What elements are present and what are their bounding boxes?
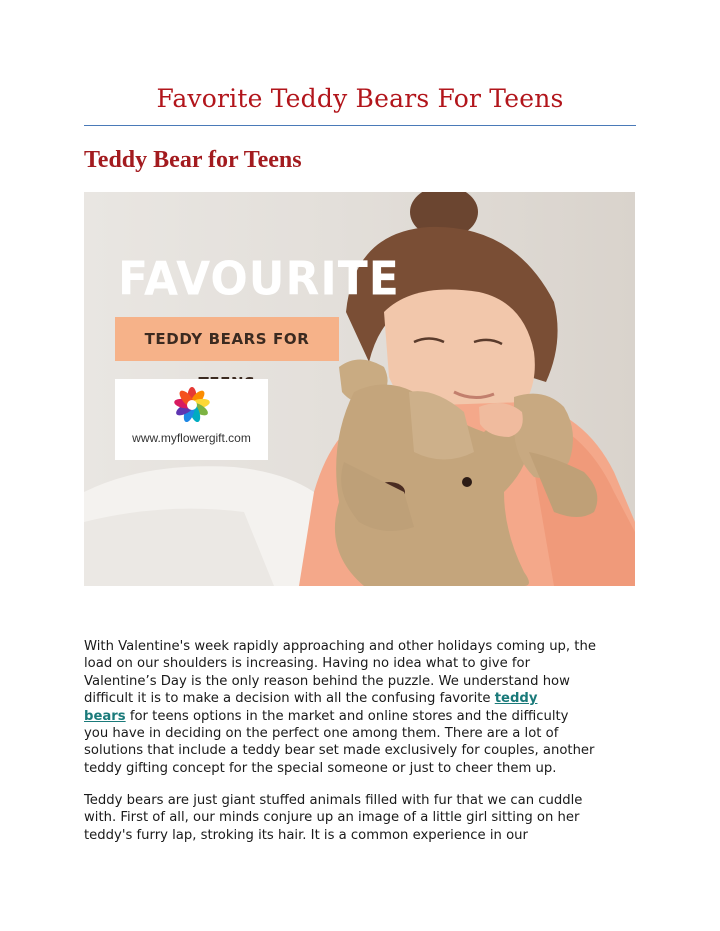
banner-title: FAVOURITE bbox=[118, 252, 400, 307]
paragraph-line bbox=[84, 690, 639, 707]
paragraph-text: difficult it is to make a decision with all the confusing favorite bbox=[84, 691, 495, 707]
title-divider bbox=[84, 125, 636, 126]
paragraph-text: for teens options in the market and online stores and the difficulty bbox=[125, 708, 569, 724]
paragraph-line: load on our shoulders is increasing. Having no idea what to give for bbox=[84, 656, 531, 672]
paragraph-line bbox=[84, 708, 639, 725]
hero-image bbox=[84, 192, 635, 586]
paragraph-line: with. First of all, our minds conjure up an image of a little girl sitting on her bbox=[84, 810, 580, 826]
paragraph-line: With Valentine's week rapidly approaching and other holidays coming up, the bbox=[84, 639, 596, 654]
paragraph-line: solutions that include a teddy bear set made exclusively for couples, another bbox=[84, 743, 595, 759]
paragraph-line: Valentine’s Day is the only reason behind the puzzle. We understand how bbox=[84, 673, 570, 689]
paragraph-line: teddy gifting concept for the special someone or just to cheer them up. bbox=[84, 760, 557, 776]
paragraph-2 bbox=[84, 792, 639, 844]
flower-logo-icon bbox=[174, 387, 210, 425]
paragraph-line: you have in deciding on the perfect one among them. There are a lot of bbox=[84, 726, 559, 742]
document-title: Favorite Teddy Bears For Teens bbox=[156, 84, 564, 113]
teddy-bears-link-continued[interactable]: bears bbox=[84, 708, 126, 724]
paragraph-line: Teddy bears are just giant stuffed animals filled with fur that we can cuddle bbox=[84, 793, 583, 808]
paragraph-line: teddy's furry lap, stroking its hair. It is a common experience in our bbox=[84, 827, 528, 843]
logo-url: www.myflowergift.com bbox=[132, 431, 251, 445]
banner-subtitle: TEDDY BEARS FOR bbox=[115, 317, 339, 361]
logo-card bbox=[115, 379, 268, 460]
paragraph-1 bbox=[84, 638, 639, 777]
teddy-bears-link[interactable]: teddy bbox=[494, 691, 538, 707]
section-heading: Teddy Bear for Teens bbox=[84, 147, 302, 173]
